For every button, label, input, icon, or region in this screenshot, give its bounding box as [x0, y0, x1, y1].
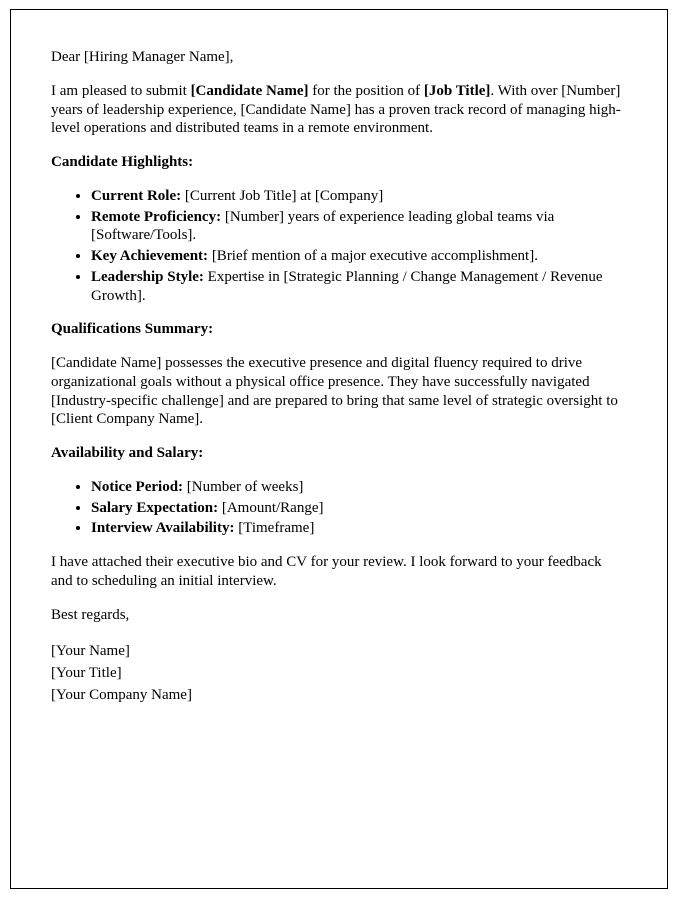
signature-company: [Your Company Name]: [51, 686, 192, 703]
heading-candidate-highlights: Candidate Highlights:: [51, 154, 194, 170]
bullet-text: [Number] years of experience leading global teams via [Software/Tools].: [91, 208, 555, 244]
bullet-label: Leadership Style:: [91, 268, 204, 285]
signature-name: [Your Name]: [51, 643, 130, 660]
list-item: [91, 478, 622, 497]
list-item: [91, 268, 622, 306]
bullet-text: [Current Job Title] at [Company]: [181, 187, 384, 204]
bullet-text: [Brief mention of a major executive accomplishment].: [208, 248, 538, 264]
bullet-label: Salary Expectation:: [91, 499, 219, 516]
list-item: [91, 499, 622, 518]
intro-mid: for the position of: [308, 82, 424, 99]
salutation: [51, 48, 622, 67]
highlights-list: [51, 187, 622, 306]
intro-paragraph: [51, 82, 622, 138]
candidate-name-placeholder: [Candidate Name]: [190, 82, 309, 99]
bullet-text: [Timeframe]: [234, 520, 315, 537]
bullet-label: Current Role:: [91, 187, 182, 204]
closing-paragraph: I have attached their executive bio and CV for your review. I look forward to your feedback and to scheduling an initial interview.: [51, 554, 602, 589]
bullet-text: [Number of weeks]: [183, 478, 304, 495]
intro-post: . With over [Number] years of leadership experience, [Candidate Name] has a proven track record of managing high-level operations and distributed teams in a remote environment.: [51, 82, 621, 137]
list-item: [91, 187, 622, 206]
bullet-text: [Amount/Range]: [218, 499, 324, 516]
letter-page: [10, 9, 668, 889]
bullet-label: Notice Period:: [91, 478, 184, 495]
sign-off: Best regards,: [51, 606, 130, 623]
bullet-text: Expertise in [Strategic Planning / Change Management / Revenue Growth].: [91, 268, 603, 304]
bullet-label: Remote Proficiency:: [91, 208, 222, 225]
heading-qualifications-summary: Qualifications Summary:: [51, 321, 214, 338]
salutation-text: Dear [Hiring Manager Name],: [51, 49, 234, 65]
list-item: [91, 247, 622, 266]
bullet-label: Key Achievement:: [91, 248, 209, 264]
availability-list: [51, 478, 622, 538]
list-item: [91, 208, 622, 246]
list-item: [91, 519, 622, 538]
heading-availability-salary: Availability and Salary:: [51, 445, 204, 461]
letter-content: [11, 10, 667, 705]
job-title-placeholder: [Job Title]: [423, 82, 491, 99]
signature-title: [Your Title]: [51, 665, 122, 681]
qualifications-paragraph: [Candidate Name] possesses the executive presence and digital fluency required to drive organizational goals without a physical office presence. They have successfully navigated [Industry-specific challenge] and are prepared to bring that same level of strategic oversight to [Client Company Name].: [51, 355, 618, 428]
bullet-label: Interview Availability:: [91, 520, 235, 537]
signature-block: [51, 642, 622, 704]
intro-pre: I am pleased to submit: [51, 82, 191, 99]
